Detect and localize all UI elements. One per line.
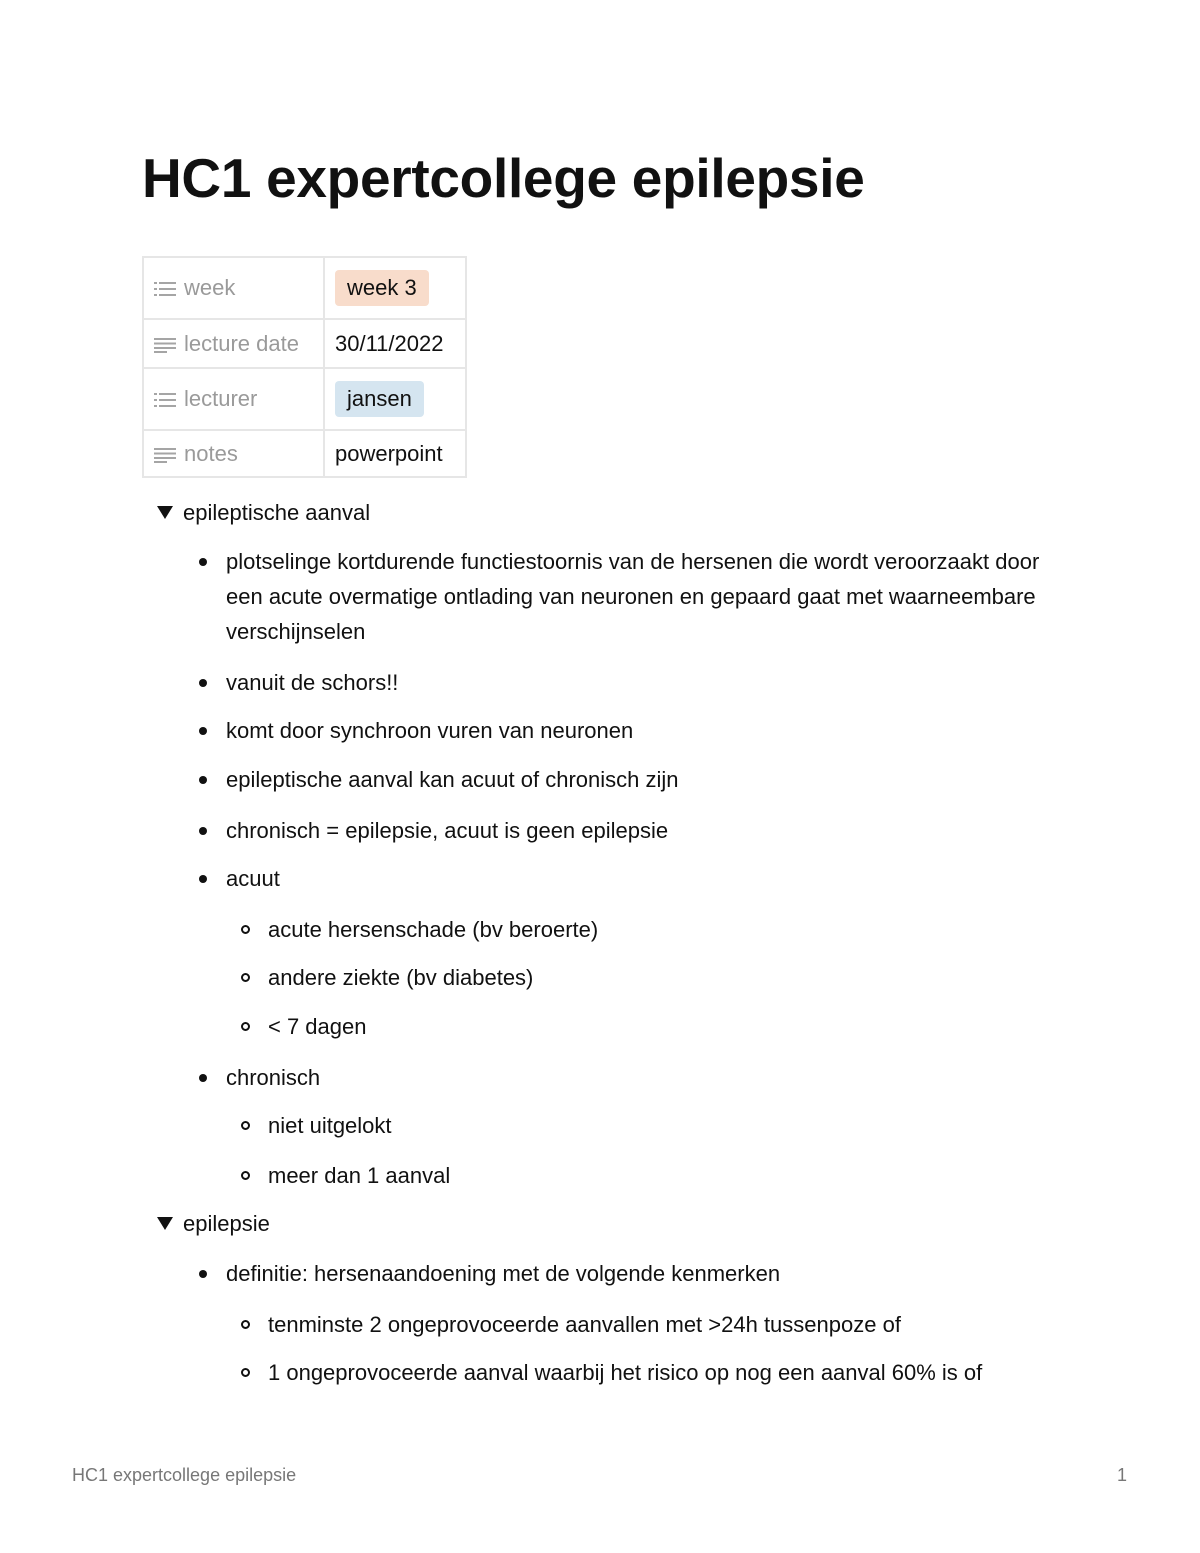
- list-item: plotselinge kortdurende functiestoornis van de hersenen die wordt veroorzaakt door een acute overmatige ontlading van neuronen en gepaard gaat met waarneembare verschijnselen: [226, 544, 1056, 649]
- circle-bullet-icon: [241, 1320, 250, 1329]
- list-item: acuut: [226, 861, 280, 896]
- lecture-date-value: 30/11/2022: [324, 319, 466, 368]
- circle-bullet-icon: [241, 1121, 250, 1130]
- footer-title: HC1 expertcollege epilepsie: [72, 1465, 297, 1485]
- bullet-icon: [199, 558, 207, 566]
- notes-value: powerpoint: [324, 430, 466, 477]
- bullet-icon: [199, 776, 207, 784]
- triangle-down-icon: [157, 506, 173, 519]
- list-item: chronisch: [226, 1060, 320, 1095]
- property-name-cell: [143, 368, 324, 430]
- sub-list-item: meer dan 1 aanval: [268, 1158, 450, 1193]
- list-item: definitie: hersenaandoening met de volgende kenmerken: [226, 1256, 780, 1291]
- circle-bullet-icon: [241, 1022, 250, 1031]
- text-icon: [154, 337, 176, 353]
- bullet-icon: [199, 827, 207, 835]
- sub-list-item: andere ziekte (bv diabetes): [268, 960, 533, 995]
- list-icon: [154, 281, 176, 297]
- page-title: HC1 expertcollege epilepsie: [142, 147, 865, 209]
- property-name-cell: [143, 257, 324, 319]
- circle-bullet-icon: [241, 1368, 250, 1377]
- property-name: notes: [184, 440, 238, 466]
- property-name: lecture date: [184, 330, 299, 356]
- property-name: week: [184, 275, 236, 300]
- property-name-cell: [143, 430, 324, 477]
- circle-bullet-icon: [241, 1171, 250, 1180]
- toggle-epilepsie[interactable]: [157, 1210, 270, 1238]
- sub-list-item: tenminste 2 ongeprovoceerde aanvallen met >24h tussenpoze of: [268, 1307, 901, 1342]
- toggle-heading: epileptische aanval: [183, 500, 371, 525]
- bullet-icon: [199, 679, 207, 687]
- sub-list-item: < 7 dagen: [268, 1009, 366, 1044]
- property-name-cell: [143, 319, 324, 368]
- property-name: lecturer: [184, 386, 258, 411]
- bullet-icon: [199, 727, 207, 735]
- bullet-icon: [199, 1270, 207, 1278]
- circle-bullet-icon: [241, 925, 250, 934]
- list-item: chronisch = epilepsie, acuut is geen epilepsie: [226, 813, 668, 848]
- triangle-down-icon: [157, 1217, 173, 1230]
- bullet-icon: [199, 875, 207, 883]
- sub-list-item: acute hersenschade (bv beroerte): [268, 912, 598, 947]
- page-number: 1: [1117, 1465, 1128, 1485]
- property-value-cell: [324, 368, 466, 430]
- property-row-week: [143, 257, 466, 319]
- bullet-icon: [199, 1074, 207, 1082]
- property-row-lecturer: [143, 368, 466, 430]
- toggle-epileptische-aanval[interactable]: [157, 499, 370, 527]
- sub-list-item: 1 ongeprovoceerde aanval waarbij het risico op nog een aanval 60% is of: [268, 1355, 982, 1390]
- text-icon: [154, 447, 176, 463]
- circle-bullet-icon: [241, 973, 250, 982]
- list-item: epileptische aanval kan acuut of chronisch zijn: [226, 762, 679, 797]
- lecturer-tag: jansen: [335, 381, 424, 417]
- toggle-heading: epilepsie: [183, 1211, 270, 1236]
- week-tag: week 3: [335, 270, 429, 306]
- properties-table: [142, 256, 467, 478]
- list-icon: [154, 392, 176, 408]
- list-item: komt door synchroon vuren van neuronen: [226, 713, 633, 748]
- sub-list-item: niet uitgelokt: [268, 1108, 392, 1143]
- property-row-lecture-date: [143, 319, 466, 368]
- property-value-cell: [324, 257, 466, 319]
- property-row-notes: [143, 430, 466, 477]
- list-item: vanuit de schors!!: [226, 665, 398, 700]
